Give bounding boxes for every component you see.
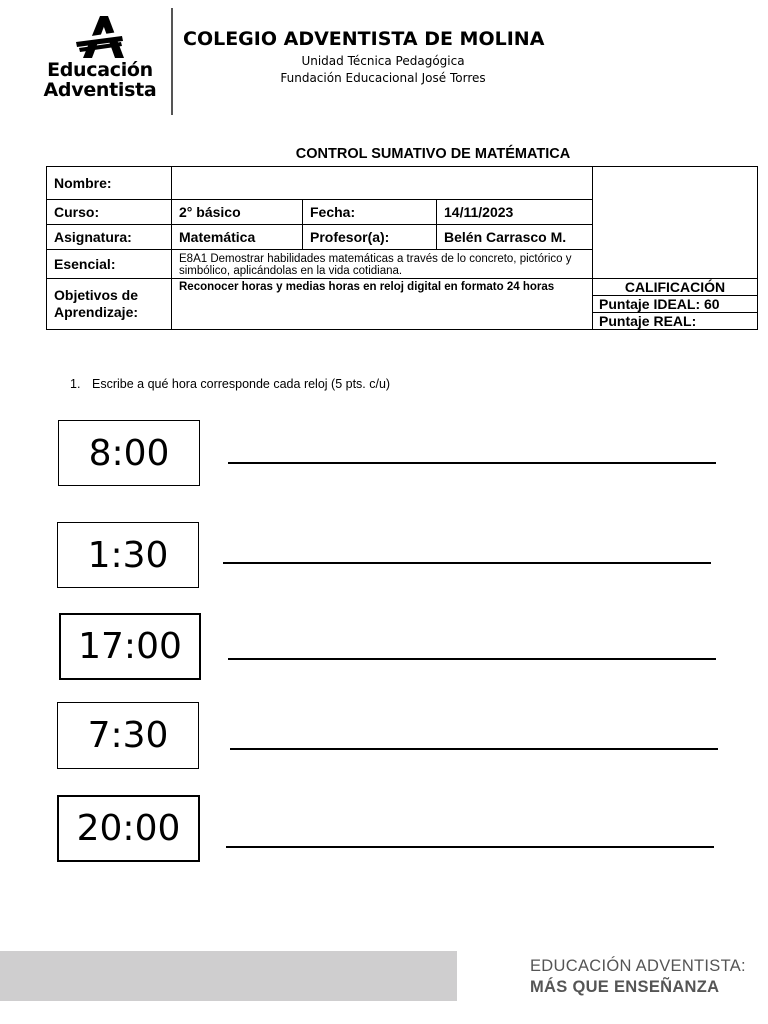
puntaje-real[interactable]: Puntaje REAL: [593,313,758,330]
curso-label: Curso: [47,200,172,225]
answer-line[interactable] [230,748,718,750]
curso-value: 2° básico [172,200,303,225]
esencial-label: Esencial: [47,250,172,279]
instruction-text: Escribe a qué hora corresponde cada reloj (5 pts. c/u) [92,377,391,391]
objetivos-value: Reconocer horas y medias horas en reloj digital en formato 24 horas [172,279,593,330]
digital-clock: 7:30 [57,702,199,769]
logo-mark-icon [74,14,126,60]
profesor-value: Belén Carrasco M. [437,225,593,250]
nombre-field[interactable] [172,167,593,200]
esencial-value: E8A1 Demostrar habilidades matemáticas a través de lo concreto, pictórico y simbólico, aplicándolas en la vida cotidiana. [172,250,593,279]
answer-line[interactable] [228,658,716,660]
header-divider [171,8,173,115]
instruction [70,377,390,391]
instruction-number: 1. [70,377,81,391]
objetivos-label: Objetivos de Aprendizaje: [47,279,172,330]
digital-clock: 1:30 [57,522,199,588]
profesor-label: Profesor(a): [303,225,437,250]
school-name: COLEGIO ADVENTISTA DE MOLINA [183,28,545,50]
asignatura-label: Asignatura: [47,225,172,250]
answer-line[interactable] [228,462,716,464]
answer-line[interactable] [223,562,711,564]
logo-educacion-adventista [30,14,170,114]
grade-box [593,167,758,279]
student-info-table [46,166,758,330]
footer-slogan-line2: MÁS QUE ENSEÑANZA [530,978,720,996]
answer-line[interactable] [226,846,714,848]
logo-text-line2: Adventista [43,79,157,101]
fecha-value: 14/11/2023 [437,200,593,225]
foundation-name: Fundación Educacional José Torres [280,71,486,85]
footer-bar [0,951,457,1001]
footer-slogan-line1: EDUCACIÓN ADVENTISTA: [530,957,746,975]
fecha-label: Fecha: [303,200,437,225]
digital-clock: 8:00 [58,420,200,486]
calificacion-label: CALIFICACIÓN [593,279,758,296]
nombre-label: Nombre: [47,167,172,200]
logo-text-line1: Educación [47,59,153,81]
puntaje-ideal: Puntaje IDEAL: 60 [593,296,758,313]
asignatura-value: Matemática [172,225,303,250]
digital-clock: 20:00 [57,795,200,862]
exam-title: CONTROL SUMATIVO DE MATÉMATICA [295,146,571,162]
unit-name: Unidad Técnica Pedagógica [301,54,465,68]
digital-clock: 17:00 [59,613,201,680]
